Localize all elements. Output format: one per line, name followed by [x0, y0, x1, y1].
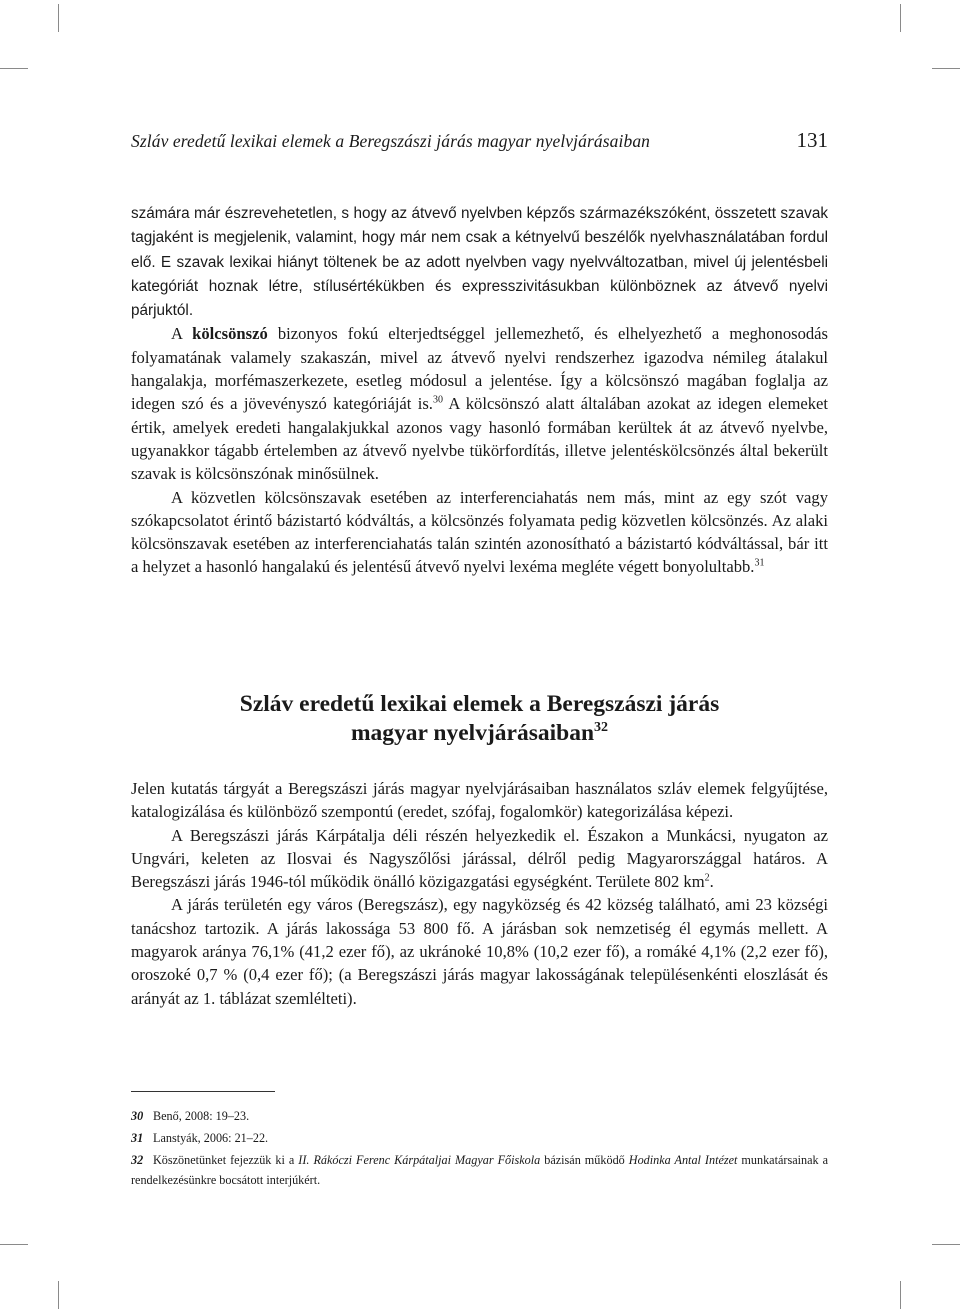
- crop-mark: [900, 4, 901, 32]
- footnote-ref-32[interactable]: 32: [594, 720, 609, 736]
- footnote-ref-30[interactable]: 30: [432, 394, 443, 406]
- footnote-ref-31[interactable]: 31: [754, 557, 765, 569]
- section-title-line-1: Szláv eredetű lexikai elemek a Beregszászi járás: [239, 691, 720, 717]
- page-number: 131: [796, 128, 828, 152]
- footnote-30: [131, 1106, 828, 1126]
- paragraph-text: A járás területén egy város (Beregszász), egy nagyközség és 42 község található, ami 23 községi tanácshoz tartozik. A járás lakossága 53 800 fő. A járásban sok nemzetiség él egymás mellett. A magyarok aránya 76,1% (41,2 ezer fő), az ukránoké 10,8% (10,2 ezer fő), a romáké 4,1% (2,2 ezer fő), oroszoké 0,7 % (0,4 ezer fő); (a Beregszászi járás magyar lakosságának településenkénti eloszlását és arányát az 1. táblázat szemlélteti).: [131, 895, 828, 1008]
- footnote-text: munkatársainak a rendelkezésünkre bocsátott interjúkért.: [131, 1153, 828, 1187]
- crop-mark: [58, 1281, 59, 1309]
- footnotes: [131, 1106, 828, 1192]
- paragraph-text: A közvetlen kölcsönszavak esetében az interferenciahatás nem más, mint az egy szót vagy szókapcsolatot érintő bázistartó kódváltás, a kölcsönzés folyamata pedig közvetlen kölcsönzés. Az alaki kölcsönszavak esetében az interferenciahatás talán szintén azonosítható a bázistartó kódváltással, bár itt a helyzet a hasonló hangalakú és jelentésű átvevő nyelvi lexéma megléte végett bonyolultabb.: [131, 487, 828, 577]
- paragraph-3: [131, 486, 828, 579]
- footnote-32: [131, 1150, 828, 1190]
- footnote-31: [131, 1128, 828, 1148]
- section-title: [131, 690, 828, 748]
- section-paragraph-2: [131, 824, 828, 894]
- institution-name: II. Rákóczi Ferenc Kárpátaljai Magyar Főiskola: [298, 1153, 541, 1167]
- footnote-number: 30: [131, 1109, 144, 1123]
- section-paragraph-1: [131, 777, 828, 824]
- crop-mark: [932, 68, 960, 69]
- footnote-number: 32: [131, 1153, 144, 1167]
- paragraph-text: A Beregszászi járás Kárpátalja déli részén helyezkedik el. Északon a Munkácsi, nyugaton az Ungvári, keleten az Ilosvai és Nagyszőlősi járással, délről pedig Magyarországgal határos. A Beregszászi járás 1946-tól működik önálló közigazgatási egységként. Területe 802 km: [131, 825, 828, 892]
- footnote-number: 31: [131, 1131, 144, 1145]
- crop-mark: [58, 4, 59, 32]
- section-paragraph-3: [131, 893, 828, 1009]
- body-text: [131, 201, 828, 579]
- footnote-text: Köszönetünket fejezzük ki a: [153, 1153, 299, 1167]
- paragraph-text: A kölcsönszó alatt általában azokat az idegen elemeket értik, amelyek eredeti hangalakjukkal azonos vagy hasonló formában kerültek át az átvevő nyelvbe, ugyanakkor tágabb értelemben az átvevő nyelvbe tükörfordítás, illetve jelentéskölcsönzés által bekerült szavak is kölcsönszónak minősülnek.: [131, 394, 828, 484]
- footnote-text: bázisán működő: [540, 1153, 629, 1167]
- footnote-text: Lanstyák, 2006: 21–22.: [153, 1131, 269, 1145]
- paragraph-text: bizonyos fokú elterjedtséggel jellemezhető, és elhelyezhető a meghonosodás folyamatának valamely szakaszán, mivel az átvevő nyelvi rendszerhez igazodva némileg átalakul hangalakja, morfémaszerkezete, esetleg módosul a jelentése. Így a kölcsönszó magában foglalja az idegen szó és a jövevényszó kategóriáját is.: [131, 324, 828, 414]
- page-header: [131, 127, 828, 157]
- crop-mark: [900, 1281, 901, 1309]
- section-body: [131, 777, 828, 1010]
- crop-mark: [932, 1244, 960, 1245]
- section-title-line-2: magyar nyelvjárásaiban: [350, 720, 595, 746]
- footnote-text: Benő, 2008: 19–23.: [153, 1109, 250, 1123]
- paragraph-2: [131, 322, 828, 485]
- institute-name: Hodinka Antal Intézet: [628, 1153, 738, 1167]
- paragraph-1: [131, 201, 828, 322]
- crop-mark: [0, 1244, 28, 1245]
- paragraph-text: A: [171, 324, 193, 344]
- paragraph-text: Jelen kutatás tárgyát a Beregszászi járás magyar nyelvjárásaiban használatos szláv elemek felgyűjtése, katalogizálása és különböző szempontú (eredet, szófaj, fogalomkör) kategorizálása képezi.: [131, 779, 828, 822]
- crop-mark: [0, 68, 28, 69]
- paragraph-text: .: [709, 872, 714, 892]
- running-title: Szláv eredetű lexikai elemek a Beregszászi járás magyar nyelvjárásaiban: [131, 131, 651, 151]
- term-kolcsonszo: kölcsönszó: [192, 324, 268, 344]
- footnote-divider: [131, 1091, 275, 1092]
- paragraph-text: számára már észrevehetetlen, s hogy az átvevő nyelvben képzős származékszóként, összetett szavak tagjaként is megjelenik, valamint, hogy már nem csak a kétnyelvű beszélők nyelvhasználatában fordul elő.: [131, 205, 828, 271]
- paragraph-text: E szavak lexikai hiányt töltenek be az adott nyelvben vagy nyelvváltozatban, mivel új jelentésbeli kategóriát hoznak létre, stílusértékükben és expresszivitásukban különböznek az átvevő nyelvi párjuktól.: [131, 253, 828, 320]
- superscript-2: 2: [704, 872, 710, 884]
